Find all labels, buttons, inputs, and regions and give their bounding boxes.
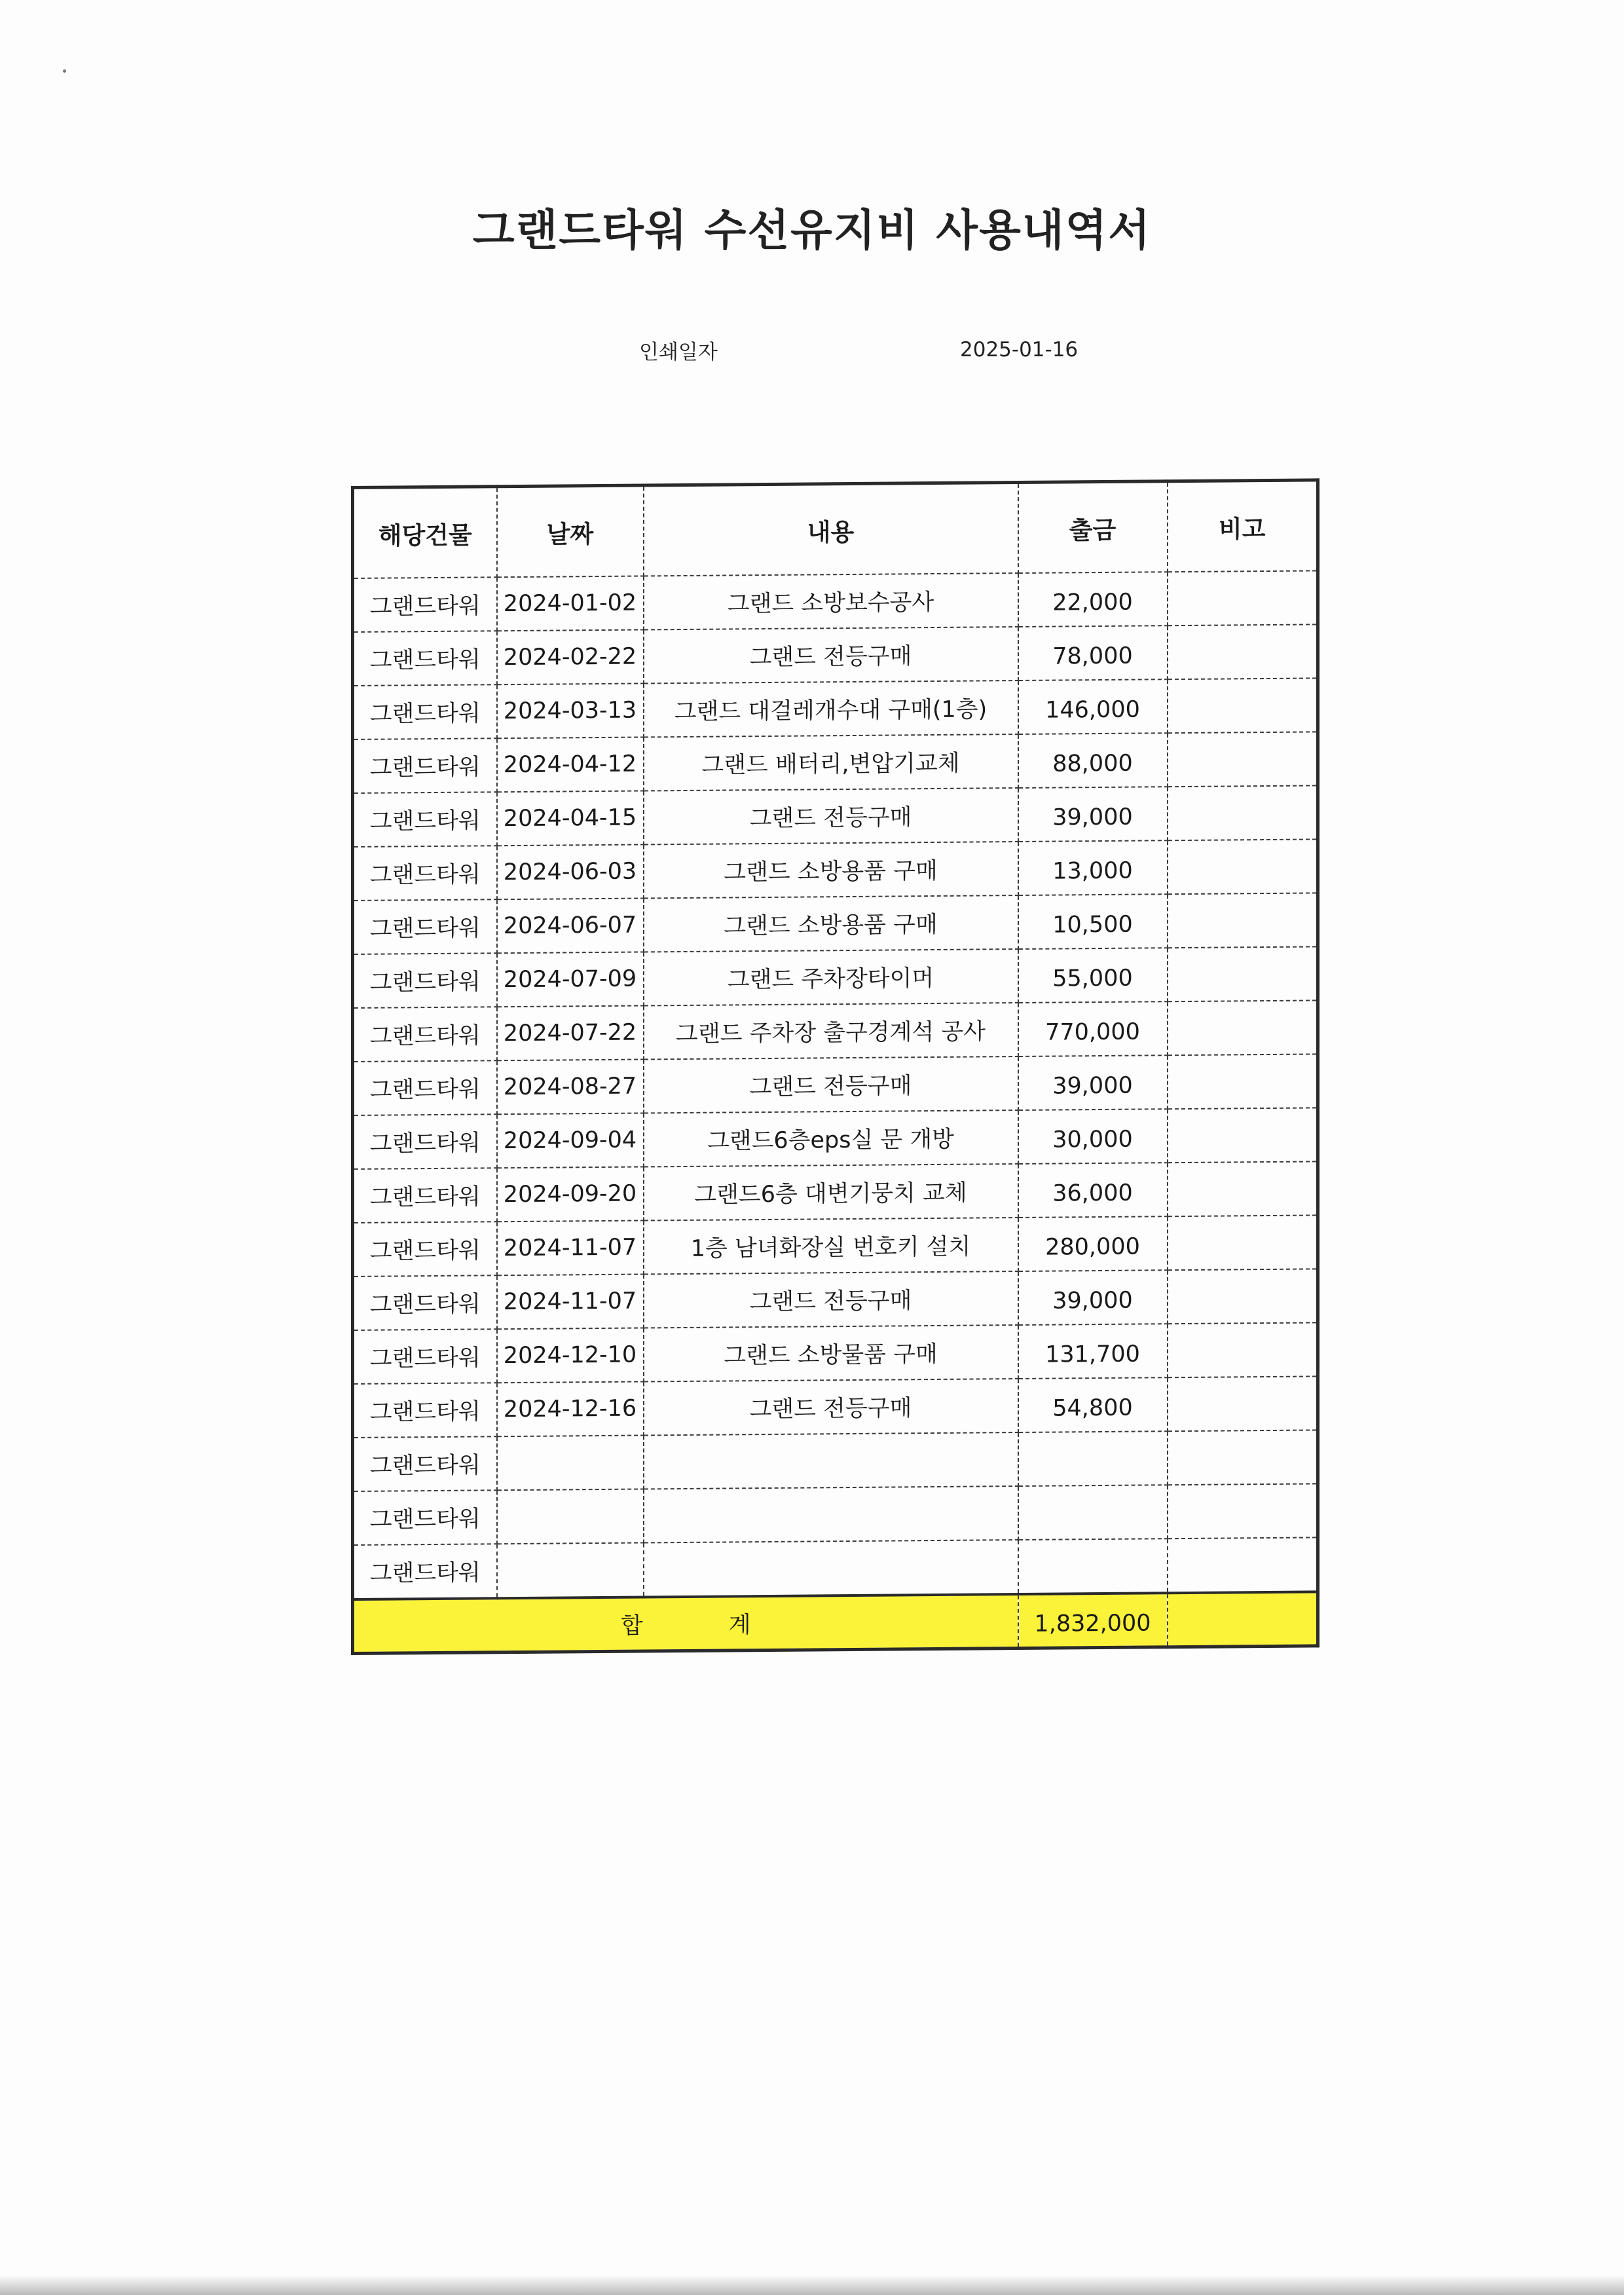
header-building: 해당건물: [353, 487, 497, 578]
cell-date: 2024-04-12: [497, 737, 644, 792]
table-row: [353, 1483, 1318, 1545]
expense-table: [351, 478, 1320, 1655]
cell-date: 2024-12-16: [497, 1381, 644, 1436]
table-row: [353, 732, 1318, 793]
cell-amount: 13,000: [1018, 840, 1168, 895]
table-row: [353, 1537, 1318, 1599]
total-row: [353, 1592, 1318, 1653]
cell-building: 그랜드타워: [353, 577, 497, 632]
table-row: [353, 1000, 1318, 1062]
cell-amount: 78,000: [1018, 625, 1168, 681]
cell-amount: 54,800: [1018, 1377, 1168, 1432]
cell-description: 그랜드 전등구매: [644, 788, 1018, 844]
cell-description: [644, 1432, 1018, 1489]
cell-building: 그랜드타워: [353, 1168, 497, 1223]
cell-building: 그랜드타워: [353, 1114, 497, 1169]
cell-note: [1168, 1322, 1318, 1377]
cell-description: 그랜드 주차장타이머: [644, 949, 1018, 1005]
table-row: [353, 1054, 1318, 1115]
cell-amount: 22,000: [1018, 572, 1168, 627]
cell-amount: [1018, 1485, 1168, 1540]
cell-note: [1168, 1430, 1318, 1485]
cell-description: 그랜드 대걸레개수대 구매(1층): [644, 681, 1018, 737]
cell-building: 그랜드타워: [353, 899, 497, 954]
cell-note: [1168, 732, 1318, 787]
cell-note: [1168, 1108, 1318, 1163]
header-amount: 출금: [1018, 481, 1168, 573]
cell-note: [1168, 946, 1318, 1001]
scan-bottom-edge: [0, 2275, 1624, 2295]
cell-date: 2024-09-04: [497, 1113, 644, 1168]
cell-building: 그랜드타워: [353, 953, 497, 1008]
scan-speck: [63, 69, 66, 73]
cell-description: 그랜드 전등구매: [644, 627, 1018, 683]
print-date-label: 인쇄일자: [639, 341, 718, 364]
header-description: 내용: [644, 483, 1018, 576]
cell-building: 그랜드타워: [353, 1275, 497, 1330]
cell-building: 그랜드타워: [353, 1222, 497, 1277]
cell-description: [644, 1540, 1018, 1597]
cell-building: 그랜드타워: [353, 631, 497, 686]
cell-date: 2024-01-02: [497, 576, 644, 631]
cell-building: 그랜드타워: [353, 1060, 497, 1115]
cell-date: 2024-04-15: [497, 791, 644, 846]
table-row: [353, 1215, 1318, 1277]
cell-note: [1168, 893, 1318, 948]
cell-note: [1168, 1269, 1318, 1324]
cell-amount: 280,000: [1018, 1216, 1168, 1271]
cell-note: [1168, 1483, 1318, 1539]
cell-note: [1168, 1000, 1318, 1055]
table-row: [353, 1430, 1318, 1491]
table-row: [353, 1376, 1318, 1438]
table-header-row: [353, 480, 1318, 578]
cell-date: 2024-06-03: [497, 844, 644, 899]
cell-description: 그랜드 소방용품 구매: [644, 842, 1018, 898]
cell-note: [1168, 1215, 1318, 1270]
table-row: [353, 785, 1318, 847]
cell-note: [1168, 1376, 1318, 1431]
cell-amount: 39,000: [1018, 1270, 1168, 1325]
cell-description: 그랜드 주차장 출구경계석 공사: [644, 1003, 1018, 1059]
cell-date: 2024-02-22: [497, 629, 644, 684]
cell-building: 그랜드타워: [353, 1544, 497, 1599]
cell-building: 그랜드타워: [353, 1436, 497, 1491]
cell-building: 그랜드타워: [353, 1490, 497, 1545]
cell-building: 그랜드타워: [353, 684, 497, 739]
total-label: 합 계: [353, 1594, 1018, 1653]
cell-description: [644, 1486, 1018, 1542]
cell-note: [1168, 785, 1318, 840]
cell-building: 그랜드타워: [353, 1383, 497, 1438]
cell-amount: [1018, 1431, 1168, 1486]
cell-amount: 39,000: [1018, 787, 1168, 842]
table-row: [353, 624, 1318, 686]
cell-date: 2024-09-20: [497, 1166, 644, 1222]
cell-amount: 55,000: [1018, 948, 1168, 1003]
cell-description: 그랜드 소방물품 구매: [644, 1325, 1018, 1381]
cell-description: 그랜드 전등구매: [644, 1379, 1018, 1435]
total-amount: 1,832,000: [1018, 1593, 1168, 1648]
cell-amount: 131,700: [1018, 1324, 1168, 1379]
cell-description: 그랜드 소방보수공사: [644, 573, 1018, 629]
cell-building: 그랜드타워: [353, 792, 497, 847]
cell-amount: 88,000: [1018, 733, 1168, 788]
table-body: [353, 570, 1318, 1599]
cell-description: 그랜드 배터리,변압기교체: [644, 734, 1018, 791]
cell-amount: 10,500: [1018, 894, 1168, 949]
cell-description: 그랜드 소방용품 구매: [644, 895, 1018, 952]
cell-amount: 36,000: [1018, 1163, 1168, 1218]
cell-amount: 30,000: [1018, 1109, 1168, 1164]
cell-date: 2024-12-10: [497, 1328, 644, 1383]
table-row: [353, 839, 1318, 901]
cell-description: 그랜드6층 대변기뭉치 교체: [644, 1164, 1018, 1220]
cell-date: 2024-11-07: [497, 1274, 644, 1329]
cell-note: [1168, 678, 1318, 733]
cell-building: 그랜드타워: [353, 1329, 497, 1384]
cell-note: [1168, 624, 1318, 679]
expense-ledger: [351, 478, 1316, 1639]
cell-description: 그랜드 전등구매: [644, 1056, 1018, 1113]
cell-building: 그랜드타워: [353, 1007, 497, 1062]
cell-date: [497, 1435, 644, 1490]
cell-date: 2024-07-22: [497, 1005, 644, 1060]
cell-date: 2024-11-07: [497, 1220, 644, 1275]
table-row: [353, 1108, 1318, 1169]
cell-date: 2024-08-27: [497, 1059, 644, 1114]
cell-date: 2024-07-09: [497, 952, 644, 1007]
print-date-value: 2025-01-16: [960, 338, 1079, 362]
header-note: 비고: [1168, 480, 1318, 572]
page-title: 그랜드타워 수선유지비 사용내역서: [472, 205, 1152, 255]
cell-date: 2024-03-13: [497, 683, 644, 738]
table-row: [353, 678, 1318, 739]
cell-amount: 146,000: [1018, 679, 1168, 734]
cell-note: [1168, 839, 1318, 894]
total-note: [1168, 1592, 1318, 1647]
table-row: [353, 946, 1318, 1008]
cell-note: [1168, 1054, 1318, 1109]
cell-description: 1층 남녀화장실 번호키 설치: [644, 1218, 1018, 1274]
cell-note: [1168, 570, 1318, 625]
table-row: [353, 1161, 1318, 1223]
cell-description: 그랜드 전등구매: [644, 1271, 1018, 1328]
header-date: 날짜: [497, 485, 644, 577]
cell-date: [497, 1489, 644, 1544]
table-row: [353, 1322, 1318, 1384]
cell-date: 2024-06-07: [497, 898, 644, 953]
cell-description: 그랜드6층eps실 문 개방: [644, 1110, 1018, 1166]
cell-note: [1168, 1161, 1318, 1216]
cell-building: 그랜드타워: [353, 738, 497, 793]
cell-date: [497, 1542, 644, 1598]
table-row: [353, 570, 1318, 632]
cell-building: 그랜드타워: [353, 846, 497, 901]
cell-amount: 39,000: [1018, 1055, 1168, 1110]
table-row: [353, 893, 1318, 954]
cell-amount: 770,000: [1018, 1001, 1168, 1056]
cell-note: [1168, 1537, 1318, 1593]
table-row: [353, 1269, 1318, 1330]
cell-amount: [1018, 1539, 1168, 1594]
